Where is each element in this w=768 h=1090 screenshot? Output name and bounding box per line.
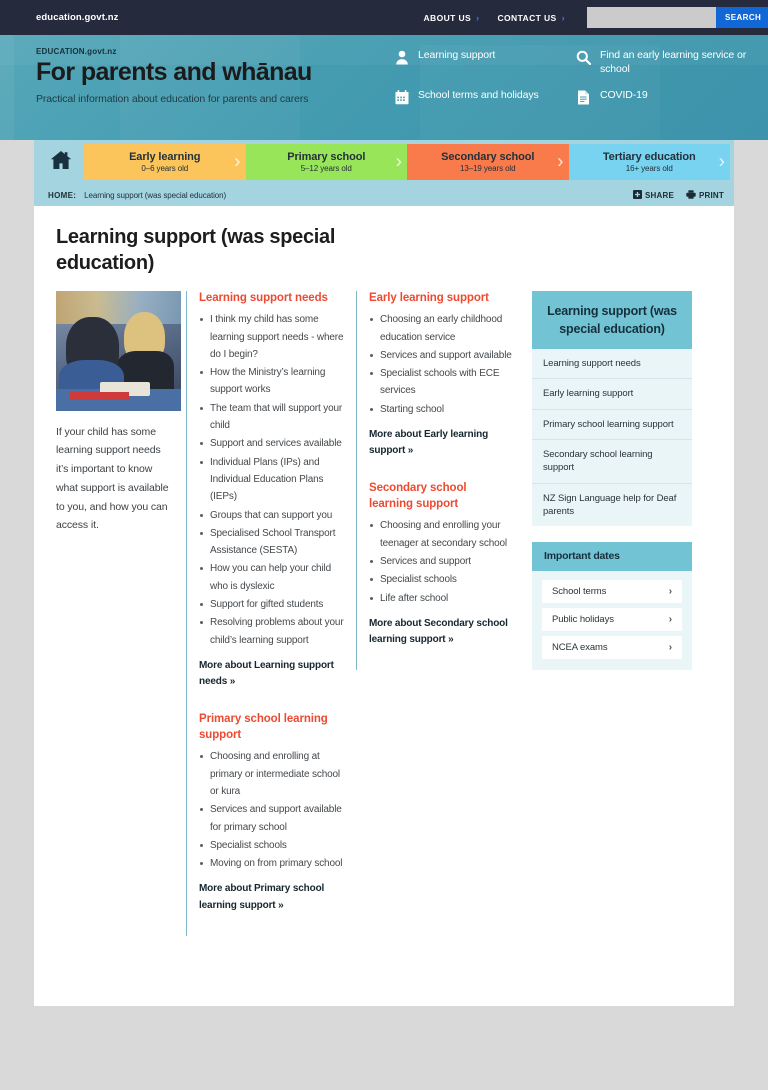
sidebar [532,291,692,687]
print-icon [686,190,696,201]
sidebar-nav-card [532,291,692,526]
date-link-label: NCEA exams [552,642,608,654]
important-dates-card [532,542,692,670]
quick-link-label: COVID-19 [600,89,648,101]
more-link[interactable]: More about Learning support needs » [199,659,334,688]
list-item[interactable]: Choosing and enrolling your teenager at secondary school [369,517,512,552]
date-link-public-holidays[interactable] [542,608,682,631]
quick-link-school-terms[interactable] [394,89,566,129]
tab-title: Secondary school [441,151,535,163]
section-heading: Learning support needs [199,291,328,304]
chevron-right-icon: › [668,586,672,598]
share-label: SHARE [644,190,674,200]
section-link-list [199,311,344,649]
site-brand-top[interactable]: education.govt.nz [36,12,119,23]
search-bar [587,7,762,28]
list-item[interactable]: Specialist schools [199,837,344,854]
subsection-secondary-school [369,481,512,648]
share-icon [633,190,642,201]
date-link-label: School terms [552,586,607,598]
breadcrumb [34,184,734,206]
chevron-right-icon: › [668,614,672,626]
print-label: PRINT [699,190,724,200]
hero-text-block [36,47,394,140]
more-link[interactable]: More about Primary school learning support » [199,883,325,911]
tab-tertiary-education[interactable] [569,144,731,180]
list-item[interactable]: Services and support available [369,347,512,364]
hero-subtitle: Practical information about education for parents and carers [36,92,309,105]
top-nav-links [424,13,566,23]
list-item[interactable]: Moving on from primary school [199,855,344,872]
chevron-right-icon: › [561,12,565,23]
article-image [56,291,181,411]
list-item[interactable]: Specialist schools with ECE services [369,365,512,400]
more-link[interactable]: More about Early learning support » [369,429,489,457]
list-item[interactable]: Specialist schools [369,571,512,588]
sidebar-item-secondary-school-learning-support[interactable]: Secondary school learning support [532,440,692,484]
tab-subtitle: 5–12 years old [300,164,352,173]
contact-us-link[interactable] [498,13,566,23]
share-button[interactable] [633,190,674,201]
section-heading: Primary school learning support [199,713,328,741]
main-content [34,206,734,1006]
breadcrumb-current: Learning support (was special education) [84,190,227,200]
sidebar-item-primary-school-learning-support[interactable]: Primary school learning support [532,410,692,440]
print-button[interactable] [686,190,724,201]
about-us-link[interactable] [424,13,480,23]
list-item[interactable]: How the Ministry’s learning support works [199,364,344,399]
list-item[interactable]: Choosing and enrolling at primary or intermediate school or kura [199,748,344,800]
important-dates-list [532,571,692,670]
chevron-right-icon: › [476,12,480,23]
more-link[interactable]: More about Secondary school learning support » [369,617,508,646]
person-icon [394,50,409,67]
quick-link-label: School terms and holidays [418,89,539,101]
top-utility-bar [0,0,768,35]
date-link-school-terms[interactable] [542,580,682,603]
hero-quick-links [394,47,748,140]
search-input[interactable] [587,7,716,28]
sidebar-item-learning-support-needs[interactable]: Learning support needs [532,349,692,379]
tab-subtitle: 0–6 years old [141,164,189,173]
list-item[interactable]: Resolving problems about your child’s learning support [199,614,344,649]
tab-subtitle: 16+ years old [625,164,673,173]
breadcrumb-home[interactable]: HOME: [48,190,77,200]
chevron-right-icon: › [234,151,241,173]
search-icon [576,50,591,67]
list-item[interactable]: The team that will support your child [199,400,344,435]
hero-banner [0,35,768,140]
quick-link-learning-support[interactable] [394,49,566,89]
about-us-label: ABOUT US [423,12,472,23]
section-link-list [369,311,512,418]
content-columns [56,291,712,936]
quick-link-covid19[interactable] [576,89,748,129]
list-item[interactable]: Life after school [369,590,512,607]
sidebar-card-title: Learning support (was special education) [532,291,692,349]
tab-title: Tertiary education [602,151,696,163]
page-title: Learning support (was special education) [56,226,336,275]
sidebar-item-nz-sign-language[interactable]: NZ Sign Language help for Deaf parents [543,492,677,517]
tab-early-learning[interactable] [84,144,246,180]
hero-eyebrow: EDUCATION.govt.nz [36,47,117,56]
chevron-right-icon: › [718,151,725,173]
list-item[interactable]: Services and support [369,553,512,570]
age-navigation [34,140,734,184]
subsection-primary-school [199,712,344,913]
list-item[interactable]: Support for gifted students [199,596,344,613]
contact-us-label: CONTACT US [497,12,557,23]
tab-subtitle: 13–19 years old [460,164,516,173]
quick-link-find-service[interactable] [576,49,748,89]
section-heading: Early learning support [369,291,489,304]
document-icon [576,90,591,107]
section-link-list [199,748,344,872]
quick-link-label: Find an early learning service or school [600,49,747,75]
list-item[interactable]: Individual Plans (IPs) and Individual Education Plans (IEPs) [199,454,344,506]
tab-title: Early learning [129,151,201,163]
chevron-right-icon: › [557,151,564,173]
calendar-icon [394,90,409,107]
list-item[interactable]: Starting school [369,401,512,418]
tab-primary-school[interactable] [246,144,408,180]
tab-title: Primary school [287,151,366,163]
section-link-list [369,517,512,606]
list-item[interactable]: Groups that can support you [199,507,344,524]
list-item[interactable]: Services and support available for primary school [199,801,344,836]
important-dates-title: Important dates [532,542,692,571]
chevron-right-icon: › [395,151,402,173]
intro-paragraph: If your child has some learning support needs it’s important to know what support is available to you, and how you can access it. [56,425,169,532]
home-icon [50,150,72,175]
date-link-ncea-exams[interactable] [542,636,682,659]
search-button[interactable]: SEARCH [716,7,768,28]
column-learning-support-needs [186,291,356,936]
date-link-label: Public holidays [552,614,614,626]
hero-title: For parents and whānau [36,58,312,86]
quick-link-label: Learning support [418,49,496,61]
list-item[interactable]: I think my child has some learning support needs - where do I begin? [199,311,344,363]
tab-secondary-school[interactable] [407,144,569,180]
list-item[interactable]: Choosing an early childhood education service [369,311,512,346]
sidebar-item-early-learning-support[interactable]: Early learning support [532,379,692,409]
list-item[interactable]: Specialised School Transport Assistance (SESTA) [199,525,344,560]
home-button[interactable] [38,144,84,180]
column-early-and-secondary [356,291,524,671]
section-heading: Secondary school learning support [369,482,467,510]
intro-column [56,291,186,535]
list-item[interactable]: How you can help your child who is dyslexic [199,560,344,595]
page-shell [34,140,734,1006]
list-item[interactable]: Support and services available [199,435,344,452]
chevron-right-icon: › [668,642,672,654]
